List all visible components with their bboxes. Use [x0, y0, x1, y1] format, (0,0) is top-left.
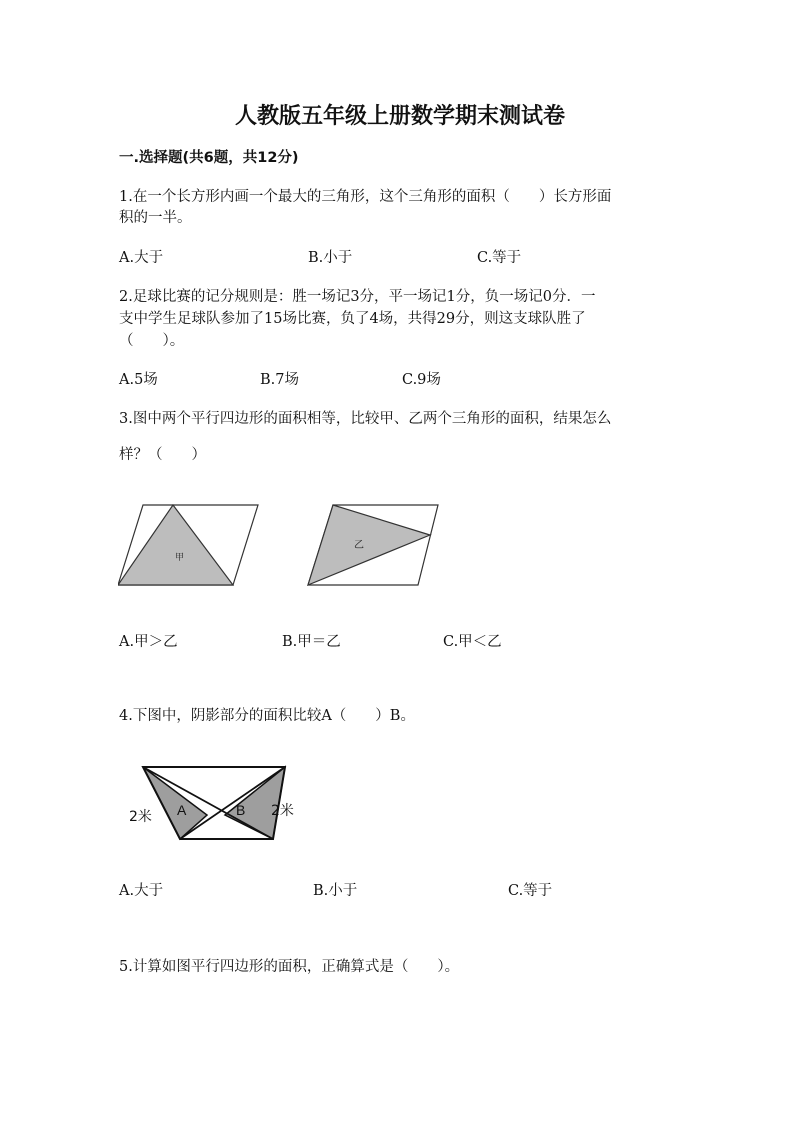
q1-option-b[interactable]: B.小于	[308, 250, 353, 266]
q3-option-c[interactable]: C.甲＜乙	[443, 634, 502, 650]
q4-trapezoid-figure	[125, 757, 310, 847]
q1-text-line1: 1.在一个长方形内画一个最大的三角形，这个三角形的面积（ ）长方形面	[119, 189, 612, 205]
q3-option-b[interactable]: B.甲＝乙	[282, 634, 341, 650]
q3-parallelogram-figure	[118, 500, 448, 592]
q3-text-line1: 3.图中两个平行四边形的面积相等，比较甲、乙两个三角形的面积，结果怎么	[119, 411, 612, 427]
triangle-jia	[118, 505, 233, 585]
q1-option-a[interactable]: A.大于	[119, 250, 164, 266]
label-jia: 甲	[175, 553, 185, 563]
label-right-2m: 2米	[271, 803, 294, 819]
q1-option-c[interactable]: C.等于	[477, 250, 522, 266]
label-a: A	[177, 802, 187, 818]
label-b: B	[236, 802, 246, 818]
label-left-2m: 2米	[129, 809, 152, 825]
label-yi: 乙	[354, 540, 364, 551]
section-heading: 一.选择题(共6题，共12分)	[119, 150, 299, 166]
triangle-yi	[308, 505, 430, 585]
q5-text-line1: 5.计算如图平行四边形的面积，正确算式是（ ）。	[119, 959, 460, 975]
q4-option-b[interactable]: B.小于	[313, 883, 358, 899]
q2-text-line1: 2.足球比赛的记分规则是：胜一场记3分，平一场记1分，负一场记0分．一	[119, 289, 596, 305]
q3-text-line2: 样？（ ）	[119, 447, 206, 463]
q1-text-line2: 积的一半。	[119, 210, 192, 226]
page-title: 人教版五年级上册数学期末测试卷	[234, 104, 565, 129]
q2-option-a[interactable]: A.5场	[119, 372, 158, 388]
q2-option-b[interactable]: B.7场	[260, 372, 299, 388]
q2-text-line2: 支中学生足球队参加了15场比赛，负了4场，共得29分，则这支球队胜了	[119, 311, 586, 327]
q4-option-a[interactable]: A.大于	[119, 883, 164, 899]
q2-option-c[interactable]: C.9场	[402, 372, 441, 388]
q4-option-c[interactable]: C.等于	[508, 883, 553, 899]
q3-option-a[interactable]: A.甲＞乙	[119, 634, 178, 650]
q2-text-line3: （ ）。	[119, 333, 185, 349]
q4-text-line1: 4.下图中，阴影部分的面积比较A（ ）B。	[119, 708, 415, 724]
